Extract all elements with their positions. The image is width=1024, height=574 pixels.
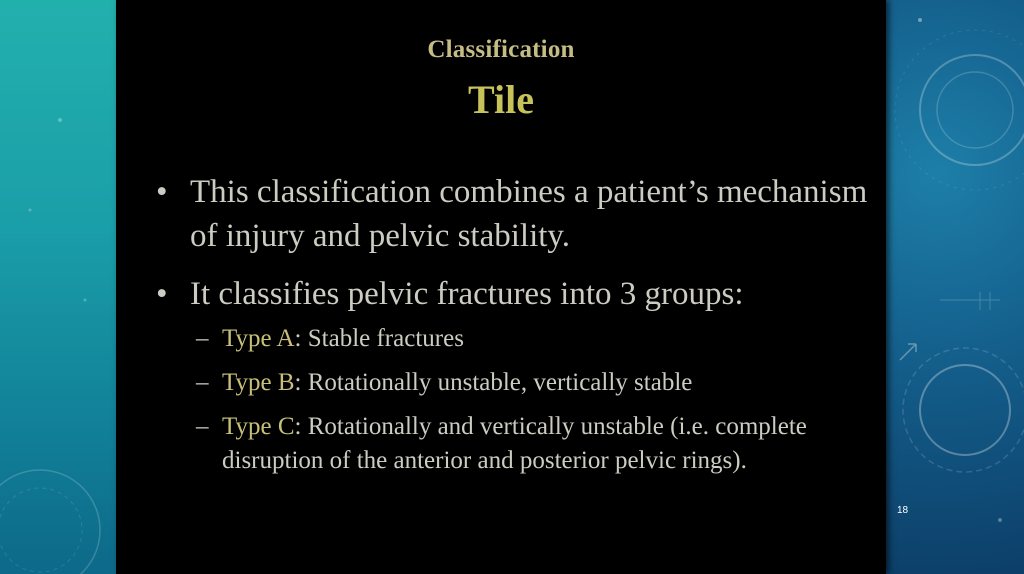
type-description: : Rotationally and vertically unstable (i.e. complete disruption of the anterior and posterior pelvic rings). bbox=[222, 413, 807, 474]
sub-bullet-item bbox=[196, 322, 846, 356]
dash-icon: – bbox=[196, 413, 209, 440]
page-number: 18 bbox=[897, 505, 909, 516]
bullet-text: This classification combines a patient’s mechanism of injury and pelvic stability. bbox=[190, 174, 868, 254]
bullet-icon: • bbox=[156, 276, 168, 312]
bullet-item bbox=[154, 272, 874, 316]
sub-bullet-item bbox=[196, 410, 846, 478]
type-description: : Stable fractures bbox=[294, 325, 464, 352]
sub-bullet-list bbox=[196, 322, 846, 488]
type-label: Type C bbox=[222, 413, 295, 440]
type-description: : Rotationally unstable, vertically stable bbox=[294, 369, 693, 396]
slide-subtitle: Classification bbox=[427, 36, 575, 63]
circle-ornament-icon bbox=[0, 0, 118, 574]
dash-icon: – bbox=[196, 369, 209, 396]
bullet-text: It classifies pelvic fractures into 3 groups: bbox=[190, 276, 744, 312]
dash-icon: – bbox=[196, 325, 209, 352]
type-label: Type B bbox=[222, 369, 295, 396]
type-label: Type A bbox=[222, 325, 295, 352]
bullet-list bbox=[154, 170, 874, 330]
right-background-panel bbox=[880, 0, 1024, 574]
slide-title: Tile bbox=[468, 77, 534, 122]
bullet-icon: • bbox=[156, 174, 168, 210]
bullet-item bbox=[154, 170, 874, 258]
slide-content bbox=[116, 0, 886, 574]
sub-bullet-item bbox=[196, 366, 846, 400]
left-background-panel bbox=[0, 0, 118, 574]
circle-ornament-icon bbox=[880, 0, 1024, 574]
